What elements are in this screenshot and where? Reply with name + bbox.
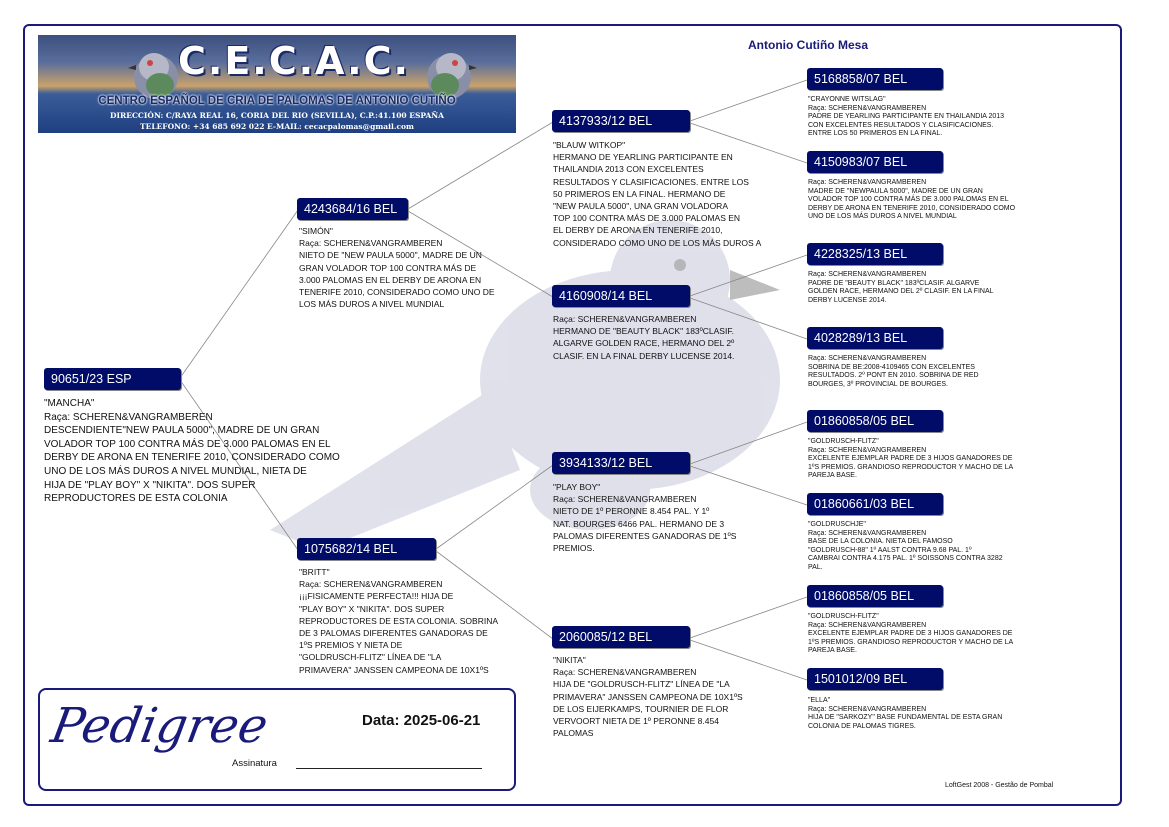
pigeon-ring-dam-dam[interactable]: 2060085/12 BEL [552, 626, 690, 648]
pigeon-info-ggp-2: Raça: SCHEREN&VANGRAMBEREN MADRE DE "NEWPAULA 5000", MADRE DE UN GRAN VOLADOR TOP 100 CONTRA MÁS DE 3.000 PALOMAS EN EL DERBY DE ARONA EN TENERIFE 2010, CONSIDERADO COMO UNO DE LOS MÁS DUROS A NIVEL MUNDIAL [808, 179, 1016, 221]
pigeon-ring-ggp-6[interactable]: 01860661/03 BEL [807, 493, 943, 515]
pigeon-ring-ggp-2[interactable]: 4150983/07 BEL [807, 151, 943, 173]
signature-label: Assinatura [232, 758, 277, 769]
pigeon-ring-sire-sire[interactable]: 4137933/12 BEL [552, 110, 690, 132]
pigeon-info-dam-sire: "PLAY BOY" Raça: SCHEREN&VANGRAMBEREN NIETO DE 1º PERONNE 8.454 PAL. Y 1º NAT. BOURGES 6466 PAL. HERMANO DE 3 PALOMAS DIFERENTES GANADORAS DE 1ºS PREMIOS. [553, 482, 737, 554]
owner-name: Antonio Cutiño Mesa [748, 38, 868, 52]
pigeon-ring-ggp-3[interactable]: 4228325/13 BEL [807, 243, 943, 265]
pigeon-ring-sire-dam[interactable]: 4160908/14 BEL [552, 285, 690, 307]
banner-address: DIRECCIÓN: C/RAYA REAL 16, CORIA DEL RIO (SEVILLA), C.P.:41.100 ESPAÑA [110, 111, 444, 120]
banner-contact: TELEFONO: +34 685 692 022 E-MAIL: cecacpalomas@gmail.com [140, 122, 414, 131]
pigeon-info-ggp-1: "CRAYONNE WITSLAG" Raça: SCHEREN&VANGRAMBEREN PADRE DE YEARLING PARTICIPANTE EN THAILANDIA 2013 CON EXCELENTES RESULTADOS Y CLASIFICACIONES. ENTRE LOS 50 PRIMEROS EN LA FINAL. [808, 96, 1005, 138]
banner-title: C.E.C.A.C. [178, 39, 410, 83]
pigeon-ring-sire[interactable]: 4243684/16 BEL [297, 198, 408, 220]
pedigree-logo: Pedigree [47, 698, 273, 754]
pigeon-info-ggp-8: "ELLA" Raça: SCHEREN&VANGRAMBEREN HIJA DE "SARKOZY" BASE FUNDAMENTAL DE ESTA GRAN COLONIA DE PALOMAS TIGRES. [808, 697, 1003, 730]
pigeon-info-sire-dam: Raça: SCHEREN&VANGRAMBEREN HERMANO DE "BEAUTY BLACK" 183ºCLASIF. ALGARVE GOLDEN RACE, HERMANO DEL 2º CLASIF. EN LA FINAL DERBY LUCENSE 2014. [553, 314, 735, 361]
pigeon-ring-ggp-1[interactable]: 5168858/07 BEL [807, 68, 943, 90]
pigeon-info-sire-sire: "BLAUW WITKOP" HERMANO DE YEARLING PARTICIPANTE EN THAILANDIA 2013 CON EXCELENTES RESULTADOS Y CLASIFICACIONES. ENTRE LOS 50 PRIMEROS EN LA FINAL. HERMANO DE "NEW PAULA 5000", UNA GRAN VOLADORA TOP 100 CONTRA MÁS DE 3.000 PALOMAS EN EL DERBY DE ARONA EN TENERIFE 2010, CONSIDERADO COMO UNO DE LOS MÁS DUROS A [553, 140, 762, 248]
date-label: Data: 2025-06-21 [362, 712, 481, 729]
pigeon-info-dam: "BRITT" Raça: SCHEREN&VANGRAMBEREN ¡¡¡FISICAMENTE PERFECTA!!! HIJA DE "PLAY BOY" X "NIKITA". DOS SUPER REPRODUCTORES DE ESTA COLONIA. SOBRINA DE 3 PALOMAS DIFERENTES GANADORAS DE 1ºS PREMIOS Y NIETA DE "GOLDRUSCH-FLITZ" LÍNEA DE "LA PRIMAVERA" JANSSEN CAMPEONA DE 10X1ºS [299, 567, 499, 675]
software-credit: LoftGest 2008 - Gestão de Pombal [945, 782, 1054, 789]
pigeon-ring-dam-sire[interactable]: 3934133/12 BEL [552, 452, 690, 474]
pigeon-info-ggp-7: "GOLDRUSCH-FLITZ" Raça: SCHEREN&VANGRAMBEREN EXCELENTE EJEMPLAR PADRE DE 3 HIJOS GANADORES DE 1ºS PREMIOS. GRANDIOSO REPRODUCTOR Y MACHO DE LA PAREJA BASE. [808, 613, 1014, 655]
pigeon-info-ggp-4: Raça: SCHEREN&VANGRAMBEREN SOBRINA DE BE:2008-4109465 CON EXCELENTES RESULTADOS. 2º PONT EN 2010. SOBRINA DE RED BOURGES, 3º PROVINCIAL DE BOURGES. [808, 355, 979, 388]
pigeon-ring-ggp-7[interactable]: 01860858/05 BEL [807, 585, 943, 607]
signature-line[interactable] [296, 768, 482, 769]
pigeon-info-dam-dam: "NIKITA" Raça: SCHEREN&VANGRAMBEREN HIJA DE "GOLDRUSCH-FLITZ" LÍNEA DE "LA PRIMAVERA" JANSSEN CAMPEONA DE 10X1ºS DE LOS EIJERKAMPS, TOURNIER DE FLOR VERVOORT NIETA DE 1º PERONNE 8.454 PALOMAS [553, 655, 743, 739]
pigeon-info-subject: "MANCHA" Raça: SCHEREN&VANGRAMBEREN DESCENDIENTE"NEW PAULA 5000", MADRE DE UN GRAN VOLADOR TOP 100 CONTRA MÁS DE 3.000 PALOMAS EN EL DERBY DE ARONA EN TENERIFE 2010, CONSIDERADO COMO UNO DE LOS MÁS DUROS A NIVEL MUNDIAL, NIETA DE HIJA DE "PLAY BOY" X "NIKITA". DOS SUPER REPRODUCTORES DE ESTA COLONIA [44, 398, 340, 505]
pigeon-ring-dam[interactable]: 1075682/14 BEL [297, 538, 436, 560]
pigeon-ring-subject[interactable]: 90651/23 ESP [44, 368, 181, 390]
pigeon-info-ggp-3: Raça: SCHEREN&VANGRAMBEREN PADRE DE "BEAUTY BLACK" 183ºCLASIF. ALGARVE GOLDEN RACE, HERMANO DEL 2º CLASIF. EN LA FINAL DERBY LUCENSE 2014. [808, 271, 994, 304]
pigeon-info-ggp-6: "GOLDRUSCHJE" Raça: SCHEREN&VANGRAMBEREN BASE DE LA COLONIA. NIETA DEL FAMOSO "GOLDRUSCH-88" 1º AALST CONTRA 9.68 PAL. 1º CAMBRAI CONTRA 4.175 PAL. 1º SOISSONS CONTRA 3282 PAL. [808, 521, 1003, 571]
pigeon-info-ggp-5: "GOLDRUSCH-FLITZ" Raça: SCHEREN&VANGRAMBEREN EXCELENTE EJEMPLAR PADRE DE 3 HIJOS GANADORES DE 1ºS PREMIOS. GRANDIOSO REPRODUCTOR Y MACHO DE LA PAREJA BASE. [808, 438, 1014, 480]
pigeon-ring-ggp-5[interactable]: 01860858/05 BEL [807, 410, 943, 432]
pigeon-ring-ggp-4[interactable]: 4028289/13 BEL [807, 327, 943, 349]
banner-subtitle: CENTRO ESPAÑOL DE CRIA DE PALOMAS DE ANTONIO CUTIÑO [98, 95, 456, 107]
pigeon-info-sire: "SIMÓN" Raça: SCHEREN&VANGRAMBEREN NIETO DE "NEW PAULA 5000", MADRE DE UN GRAN VOLADOR TOP 100 CONTRA MÁS DE 3.000 PALOMAS EN EL DERBY DE ARONA EN TENERIFE 2010, CONSIDERADO COMO UNO DE LOS MÁS DUROS A NIVEL MUNDIAL [299, 226, 495, 310]
pigeon-ring-ggp-8[interactable]: 1501012/09 BEL [807, 668, 943, 690]
